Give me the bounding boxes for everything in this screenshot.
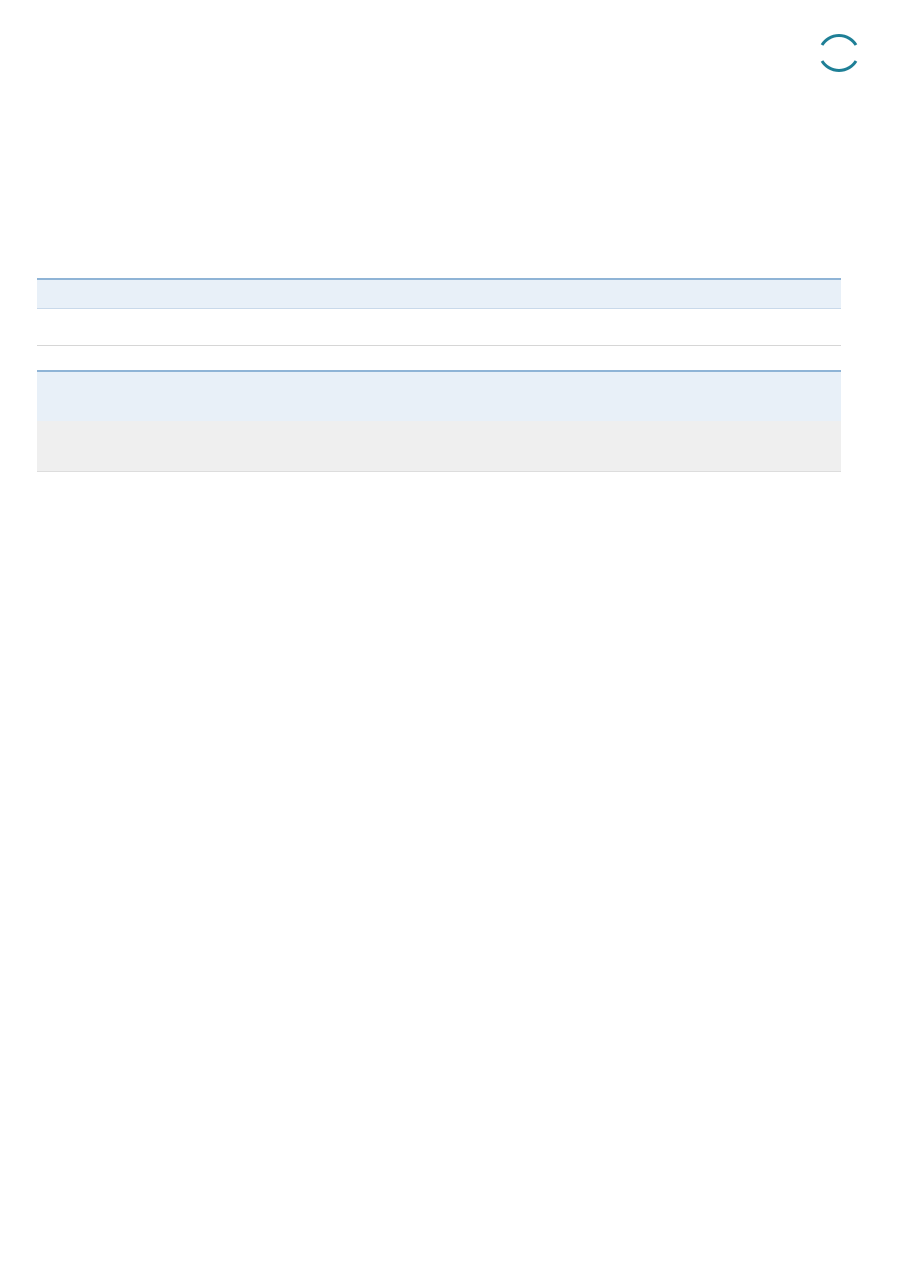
result-header bbox=[37, 370, 841, 423]
basic-info-row bbox=[37, 346, 841, 372]
basic-info-header bbox=[37, 280, 841, 309]
sml-logo bbox=[816, 30, 862, 76]
basic-info-section bbox=[37, 278, 841, 372]
basic-info-row bbox=[37, 309, 841, 346]
department-row bbox=[37, 421, 841, 472]
